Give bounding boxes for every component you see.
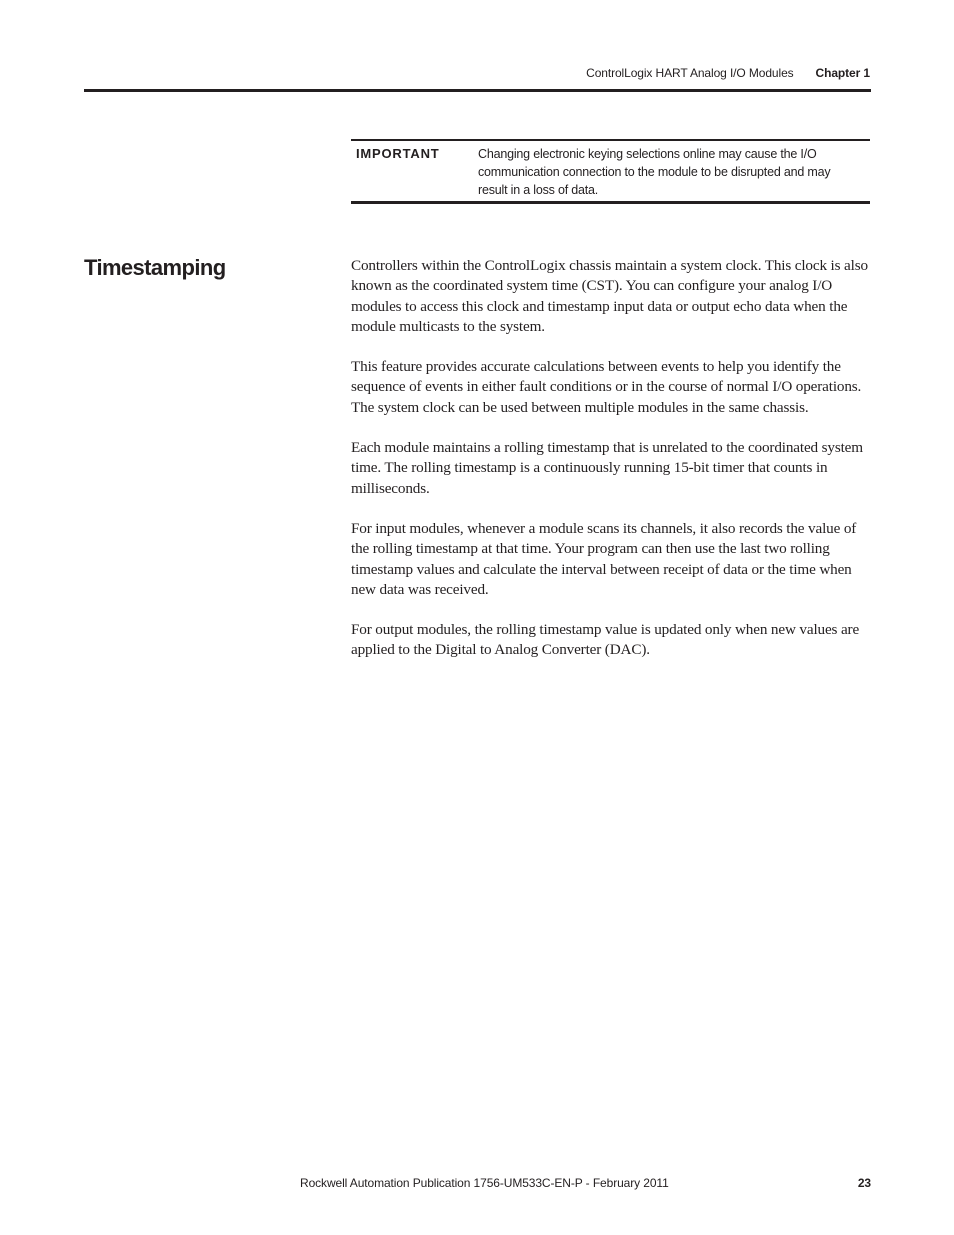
paragraph-2: This feature provides accurate calculations between events to help you identify the sequence of events in either fault conditions or in the course of normal I/O operations. The system clock can be used between multiple modules in the same chassis. <box>351 358 862 416</box>
section-body <box>351 256 871 681</box>
page-number: 23 <box>857 1176 871 1190</box>
important-label: IMPORTANT <box>356 146 440 161</box>
footer-publication: Rockwell Automation Publication 1756-UM533C-EN-P - February 2011 <box>300 1176 669 1190</box>
header-rule <box>84 89 871 92</box>
important-notice <box>351 139 870 204</box>
important-text: Changing electronic keying selections online may cause the I/O communication connection to the module to be disrupted and may result in a loss of data. <box>478 147 831 197</box>
running-header <box>586 66 870 80</box>
header-title: ControlLogix HART Analog I/O Modules <box>586 66 794 80</box>
section-title: Timestamping <box>84 255 226 280</box>
paragraph-1: Controllers within the ControlLogix chassis maintain a system clock. This clock is also known as the coordinated system time (CST). You can configure your analog I/O modules to access this clock and timestamp input data or output echo data when the module multicasts to the system. <box>351 257 868 335</box>
paragraph-4: For input modules, whenever a module scans its channels, it also records the value of the rolling timestamp at that time. Your program can then use the last two rolling timestamp values and calculate the interval between receipt of data or the time when new data was received. <box>351 519 857 598</box>
paragraph-5: For output modules, the rolling timestamp value is updated only when new values are applied to the Digital to Analog Converter (DAC). <box>351 621 860 659</box>
paragraph-3: Each module maintains a rolling timestamp that is unrelated to the coordinated system time. The rolling timestamp is a continuously running 15-bit timer that counts in milliseconds. <box>351 439 863 497</box>
header-chapter: Chapter 1 <box>815 66 870 80</box>
